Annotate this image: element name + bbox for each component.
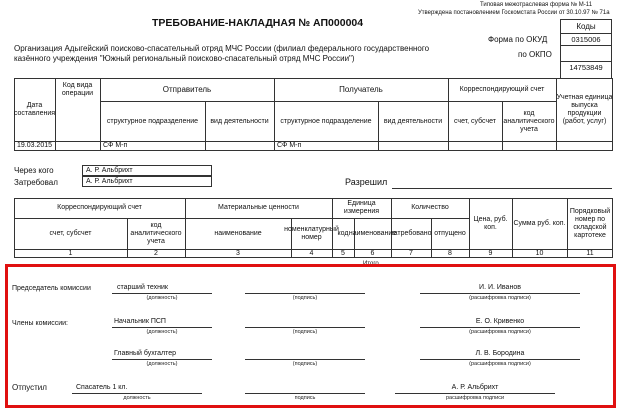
t2-num-4: 4 <box>309 249 314 257</box>
t2-num-3: 3 <box>236 249 240 257</box>
col-sender-act: вид деятельности <box>210 117 269 125</box>
t2-nomenclature: номенклатурный номер <box>284 225 339 241</box>
t2-price: Цена, руб. коп. <box>473 215 508 231</box>
caption-signature: (подпись) <box>292 329 318 335</box>
codes-label: Коды <box>576 22 596 31</box>
okpo-value: 14753849 <box>569 63 603 72</box>
t2-num-2: 2 <box>154 249 158 257</box>
requested-label: Затребовал <box>14 178 58 187</box>
members-label: Члены комиссии: <box>12 320 69 327</box>
released-position: Спасатель 1 кл. <box>76 384 128 391</box>
t2-code: код <box>337 229 349 237</box>
t2-total: Итого <box>363 261 379 267</box>
okpo-label: по ОКПО <box>518 50 552 59</box>
t2-num-9: 9 <box>488 249 493 257</box>
col-sender: Отправитель <box>162 84 212 94</box>
col-date: Дата составления <box>13 101 56 117</box>
okud-value: 0315006 <box>571 35 601 44</box>
caption-position: (должность) <box>146 329 178 335</box>
col-receiver-act: вид деятельности <box>383 117 443 125</box>
t2-quantity: Количество <box>411 204 449 211</box>
through-label: Через кого <box>14 166 54 175</box>
member2-name: Л. В. Бородина <box>475 350 525 357</box>
t2-released: отпущено <box>434 229 466 237</box>
caption-position-plain: должность <box>123 395 151 401</box>
t2-num-11: 11 <box>586 249 594 257</box>
col-op: Код вида операции <box>61 82 94 97</box>
t2-num-8: 8 <box>448 249 452 257</box>
t2-requested: затребовано <box>390 229 432 237</box>
chairman-position: старший техник <box>117 284 168 291</box>
caption-decoding: (расшифровка подписи) <box>469 329 531 335</box>
t2-name: наименование <box>214 229 262 237</box>
col-account-sub: счет, субсчет <box>454 117 496 125</box>
row-sender-div: СФ М-п <box>103 142 128 149</box>
row-receiver-div: СФ М-п <box>277 142 302 149</box>
caption-signature-plain: подпись <box>294 395 316 401</box>
caption-signature: (подпись) <box>292 295 318 301</box>
t2-num-5: 5 <box>341 249 345 257</box>
col-corr-account: Корреспондирующий счет <box>459 85 545 93</box>
caption-decoding-plain: расшифровка подписи <box>445 395 505 401</box>
t2-num-1: 1 <box>68 249 73 257</box>
chairman-label: Председатель комиссии <box>12 285 91 292</box>
released-name: А. Р. Альбрихт <box>451 384 499 391</box>
t2-card-no: Порядковый номер по складской картотеке <box>569 207 611 239</box>
member1-name: Е. О. Кривенко <box>475 318 525 325</box>
col-unit: Учетная единица выпуска продукции (работ, услуг) <box>556 93 613 125</box>
form-note: Типовая межотраслевая форма № М-11 <box>480 2 593 8</box>
row-date: 19.03.2015 <box>16 142 53 149</box>
caption-position: (должность) <box>146 295 178 301</box>
requested-value: А. Р. Альбрихт <box>86 178 133 185</box>
okud-label: Форма по ОКУД <box>488 35 548 44</box>
col-receiver-div: структурное подразделение <box>280 117 372 125</box>
page-title: ТРЕБОВАНИЕ-НАКЛАДНАЯ № АП000004 <box>152 17 364 29</box>
col-analytic: код аналитического учета <box>503 109 555 133</box>
t2-num-6: 6 <box>370 249 375 257</box>
caption-decoding: (расшифровка подписи) <box>469 361 531 367</box>
t2-corr-account: Корреспондирующий счет <box>57 204 142 211</box>
t2-unit-name: наименование <box>348 229 397 237</box>
t2-num-7: 7 <box>409 249 413 257</box>
approval-note: Утверждена постановлением Госкомстата России от 30.10.97 № 71а <box>418 10 610 16</box>
caption-decoding: (расшифровка подписи) <box>469 295 531 301</box>
caption-position: (должность) <box>146 361 178 367</box>
caption-signature: (подпись) <box>292 361 318 367</box>
col-sender-div: структурное подразделение <box>106 117 199 125</box>
t2-sum: Сумма руб. коп. <box>513 219 566 227</box>
member2-position: Главный бухгалтер <box>114 350 176 357</box>
organization: Организация Адыгейский поисково-спасательный отряд МЧС России (филиал федерального государственного казённого учреждения "Южный региональный поисково-спасательный отряд МЧС России") <box>14 44 430 63</box>
t2-num-10: 10 <box>535 249 544 257</box>
through-value: А. Р. Альбрихт <box>86 167 133 174</box>
t2-account-sub: счет, субсчет <box>49 229 92 237</box>
chairman-name: И. И. Иванов <box>479 284 521 291</box>
released-label: Отпустил <box>12 383 47 392</box>
t2-unit-measure: Единица измерения <box>343 200 380 215</box>
t2-analytic: код аналитического учета <box>130 221 182 245</box>
t2-material: Материальные ценности <box>218 204 299 211</box>
member1-position: Начальник ПСП <box>114 318 166 325</box>
allowed-label: Разрешил <box>345 177 388 187</box>
col-receiver: Получатель <box>339 84 383 94</box>
